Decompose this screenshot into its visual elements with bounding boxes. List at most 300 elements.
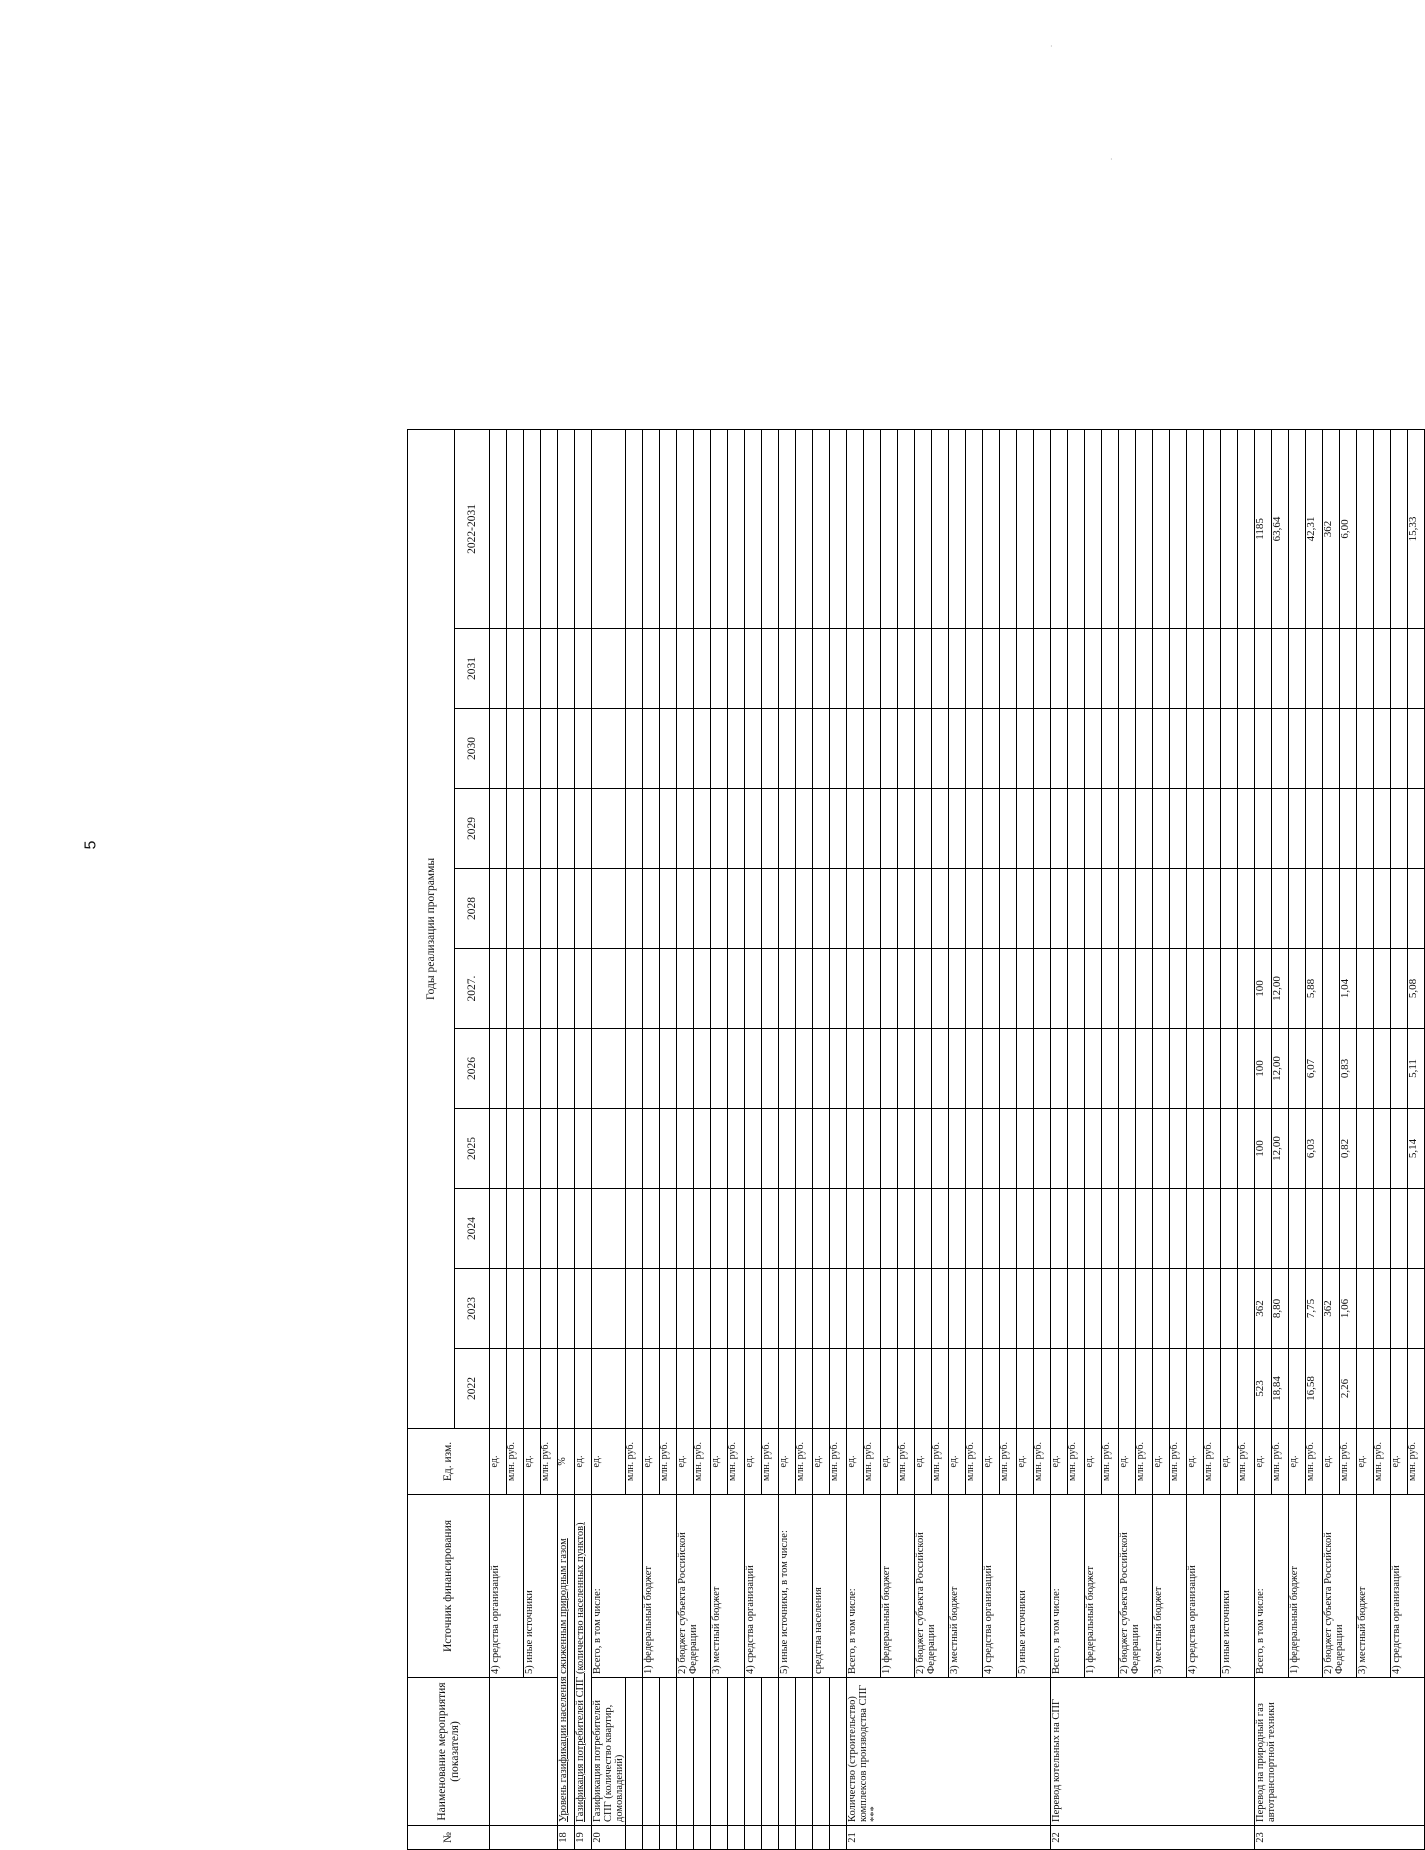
value-cell [711, 709, 728, 789]
value-cell [1017, 949, 1034, 1029]
unit-cell: млн. руб. [762, 1429, 779, 1495]
value-cell [1374, 869, 1391, 949]
value-cell [1340, 709, 1357, 789]
value-cell [1391, 1189, 1408, 1269]
value-cell [626, 1349, 643, 1429]
value-cell [1221, 629, 1238, 709]
value-cell [847, 1029, 864, 1109]
value-cell [728, 1189, 745, 1269]
unit-cell: ед. [847, 1429, 864, 1495]
table-row [1391, 429, 1408, 1849]
value-cell [507, 1189, 524, 1269]
value-cell [966, 1269, 983, 1349]
value-cell [779, 629, 796, 709]
unit-cell: млн. руб. [864, 1429, 881, 1495]
value-cell: 100 [1255, 949, 1272, 1029]
value-cell [1102, 949, 1119, 1029]
value-cell [1051, 629, 1068, 709]
value-cell [677, 629, 694, 709]
value-cell [779, 1189, 796, 1269]
value-cell [813, 429, 830, 628]
value-cell [558, 949, 575, 1029]
value-cell [1051, 1189, 1068, 1269]
value-cell [1034, 629, 1051, 709]
value-cell [813, 1109, 830, 1189]
value-cell [898, 949, 915, 1029]
table-row [592, 429, 626, 1849]
unit-cell: ед. [779, 1429, 796, 1495]
value-cell [813, 1269, 830, 1349]
value-cell [1357, 1189, 1374, 1269]
value-cell [507, 1029, 524, 1109]
row-name [660, 1678, 677, 1826]
value-cell [762, 1109, 779, 1189]
value-cell [1238, 1109, 1255, 1189]
value-cell [932, 1349, 949, 1429]
value-cell [728, 789, 745, 869]
value-cell [524, 629, 541, 709]
header-year: 2030 [455, 709, 490, 789]
value-cell [762, 709, 779, 789]
table-row [1051, 429, 1068, 1849]
table-row [1357, 429, 1374, 1849]
value-cell [575, 429, 592, 628]
unit-cell: млн. руб. [898, 1429, 915, 1495]
header-year: 2023 [455, 1269, 490, 1349]
value-cell [1153, 1109, 1170, 1189]
header-year: 2025 [455, 1109, 490, 1189]
value-cell [575, 1029, 592, 1109]
value-cell: 6,00 [1340, 429, 1357, 628]
value-cell [762, 429, 779, 628]
value-cell [966, 429, 983, 628]
value-cell [932, 1269, 949, 1349]
value-cell [1085, 789, 1102, 869]
value-cell [541, 1029, 558, 1109]
value-cell [1085, 429, 1102, 628]
value-cell [1391, 709, 1408, 789]
value-cell [813, 1029, 830, 1109]
value-cell [711, 629, 728, 709]
value-cell [1102, 1029, 1119, 1109]
value-cell [796, 789, 813, 869]
row-name [626, 1678, 643, 1826]
value-cell [1357, 709, 1374, 789]
value-cell [1357, 949, 1374, 1029]
unit-cell: млн. руб. [1408, 1429, 1425, 1495]
value-cell [949, 429, 966, 628]
value-cell: 63,64 [1272, 429, 1289, 628]
value-cell [1187, 709, 1204, 789]
value-cell [1017, 1029, 1034, 1109]
value-cell [1238, 1349, 1255, 1429]
value-cell [813, 789, 830, 869]
value-cell [677, 949, 694, 1029]
value-cell [1238, 709, 1255, 789]
value-cell [1102, 1349, 1119, 1429]
value-cell [779, 1109, 796, 1189]
value-cell [1374, 709, 1391, 789]
table-row [1119, 429, 1136, 1849]
value-cell [1034, 1109, 1051, 1189]
value-cell [1017, 1189, 1034, 1269]
table-row [643, 429, 660, 1849]
value-cell [728, 429, 745, 628]
funding-source: 3) местный бюджет [1153, 1495, 1187, 1678]
value-cell [524, 1029, 541, 1109]
value-cell [1357, 1109, 1374, 1189]
value-cell [1119, 1189, 1136, 1269]
value-cell: 12,00 [1272, 949, 1289, 1029]
value-cell [1051, 1349, 1068, 1429]
value-cell [1017, 1109, 1034, 1189]
unit-cell: млн. руб. [694, 1429, 711, 1495]
value-cell: 18,84 [1272, 1349, 1289, 1429]
value-cell [1068, 1349, 1085, 1429]
value-cell [745, 1029, 762, 1109]
value-cell [983, 709, 1000, 789]
value-cell [864, 1029, 881, 1109]
value-cell [1102, 1109, 1119, 1189]
value-cell [915, 1109, 932, 1189]
value-cell [1068, 1109, 1085, 1189]
value-cell [1323, 1029, 1340, 1109]
funding-source: 2) бюджет субъекта Российской Федерации [915, 1495, 949, 1678]
value-cell [1068, 789, 1085, 869]
value-cell [983, 429, 1000, 628]
value-cell [1204, 789, 1221, 869]
value-cell [745, 1269, 762, 1349]
value-cell [1051, 869, 1068, 949]
value-cell [677, 1109, 694, 1189]
value-cell [898, 1189, 915, 1269]
value-cell [1221, 429, 1238, 628]
value-cell [1153, 1269, 1170, 1349]
value-cell [1102, 869, 1119, 949]
value-cell [966, 869, 983, 949]
value-cell [626, 1269, 643, 1349]
value-cell [507, 949, 524, 1029]
header-unit: Ед. изм. [408, 1429, 490, 1495]
unit-cell: ед. [983, 1429, 1000, 1495]
value-cell [1289, 1269, 1306, 1349]
value-cell [1289, 1029, 1306, 1109]
value-cell [1000, 789, 1017, 869]
value-cell: 8,80 [1272, 1269, 1289, 1349]
value-cell [796, 629, 813, 709]
value-cell [1136, 429, 1153, 628]
value-cell [490, 1029, 507, 1109]
value-cell [711, 1349, 728, 1429]
value-cell [1221, 1029, 1238, 1109]
value-cell [1153, 429, 1170, 628]
funding-source: 3) местный бюджет [949, 1495, 983, 1678]
row-name [677, 1678, 694, 1826]
value-cell [1034, 1349, 1051, 1429]
row-number [728, 1826, 745, 1850]
value-cell [558, 629, 575, 709]
unit-cell: ед. [1085, 1429, 1102, 1495]
value-cell: 523 [1255, 1349, 1272, 1429]
value-cell [728, 869, 745, 949]
value-cell [677, 429, 694, 628]
value-cell [762, 1189, 779, 1269]
value-cell [1136, 709, 1153, 789]
value-cell [864, 1189, 881, 1269]
rotated-table-container [407, 430, 1420, 1850]
value-cell [1102, 1269, 1119, 1349]
value-cell [813, 629, 830, 709]
value-cell [1221, 869, 1238, 949]
unit-cell: ед. [1357, 1429, 1374, 1495]
value-cell [626, 1189, 643, 1269]
value-cell [1170, 709, 1187, 789]
row-name [711, 1678, 728, 1826]
value-cell [1289, 429, 1306, 628]
value-cell [1187, 789, 1204, 869]
value-cell [1221, 1269, 1238, 1349]
value-cell [558, 1349, 575, 1429]
value-cell [1391, 1349, 1408, 1429]
value-cell [558, 1189, 575, 1269]
value-cell [745, 869, 762, 949]
unit-cell: млн. руб. [830, 1429, 847, 1495]
unit-cell: ед. [745, 1429, 762, 1495]
value-cell [966, 709, 983, 789]
scan-speck: · [1110, 155, 1113, 164]
value-cell [932, 1029, 949, 1109]
value-cell [881, 1109, 898, 1189]
value-cell [796, 1189, 813, 1269]
unit-cell: ед. [1391, 1429, 1408, 1495]
value-cell [1289, 629, 1306, 709]
value-cell [847, 1349, 864, 1429]
value-cell: 1,04 [1340, 949, 1357, 1029]
value-cell [1017, 789, 1034, 869]
value-cell [1085, 1189, 1102, 1269]
value-cell [1340, 789, 1357, 869]
unit-cell: % [558, 1429, 575, 1495]
value-cell [541, 629, 558, 709]
value-cell [1391, 429, 1408, 628]
value-cell [1323, 869, 1340, 949]
value-cell [1357, 1029, 1374, 1109]
funding-source: 1) федеральный бюджет [881, 1495, 915, 1678]
value-cell [949, 1109, 966, 1189]
value-cell [932, 709, 949, 789]
value-cell [575, 1269, 592, 1349]
header-year: 2029 [455, 789, 490, 869]
value-cell [915, 709, 932, 789]
value-cell [796, 1029, 813, 1109]
value-cell [881, 1189, 898, 1269]
value-cell [881, 869, 898, 949]
header-year: 2022-2031 [455, 429, 490, 628]
value-cell [1085, 1109, 1102, 1189]
value-cell [830, 1269, 847, 1349]
value-cell [711, 1029, 728, 1109]
value-cell [524, 429, 541, 628]
value-cell [728, 1269, 745, 1349]
value-cell [1034, 1029, 1051, 1109]
value-cell [1204, 1189, 1221, 1269]
unit-cell: млн. руб. [626, 1429, 643, 1495]
value-cell [898, 1269, 915, 1349]
value-cell [1000, 429, 1017, 628]
value-cell [1102, 789, 1119, 869]
value-cell [575, 869, 592, 949]
value-cell [1391, 789, 1408, 869]
funding-source: средства населения [813, 1495, 847, 1678]
value-cell [1170, 869, 1187, 949]
value-cell [932, 429, 949, 628]
funding-source: Всего, в том числе: [592, 1495, 643, 1678]
value-cell [762, 1349, 779, 1429]
value-cell [575, 709, 592, 789]
value-cell [1119, 1109, 1136, 1189]
value-cell [983, 1349, 1000, 1429]
funding-source: Всего, в том числе: [1051, 1495, 1085, 1678]
value-cell [660, 709, 677, 789]
value-cell [779, 1269, 796, 1349]
value-cell [864, 1109, 881, 1189]
value-cell [796, 1109, 813, 1189]
unit-cell: млн. руб. [1136, 1429, 1153, 1495]
value-cell [626, 709, 643, 789]
value-cell [881, 429, 898, 628]
value-cell [1000, 629, 1017, 709]
value-cell [1187, 1349, 1204, 1429]
value-cell [575, 949, 592, 1029]
value-cell [864, 1349, 881, 1429]
value-cell [694, 869, 711, 949]
value-cell [983, 789, 1000, 869]
value-cell [796, 709, 813, 789]
value-cell [1391, 1269, 1408, 1349]
value-cell [694, 629, 711, 709]
value-cell [1187, 869, 1204, 949]
value-cell [830, 1109, 847, 1189]
value-cell [660, 629, 677, 709]
row-name [728, 1678, 745, 1826]
value-cell [1051, 1109, 1068, 1189]
value-cell [711, 1109, 728, 1189]
value-cell [575, 1109, 592, 1189]
value-cell [490, 869, 507, 949]
unit-cell: млн. руб. [1272, 1429, 1289, 1495]
value-cell [1119, 949, 1136, 1029]
value-cell [507, 869, 524, 949]
value-cell [1391, 1109, 1408, 1189]
value-cell [1136, 1189, 1153, 1269]
value-cell [881, 1349, 898, 1429]
value-cell [1255, 629, 1272, 709]
value-cell [1170, 1349, 1187, 1429]
value-cell [1391, 1029, 1408, 1109]
value-cell: 0,82 [1340, 1109, 1357, 1189]
value-cell [660, 1269, 677, 1349]
value-cell [830, 949, 847, 1029]
value-cell [507, 629, 524, 709]
value-cell [1374, 1349, 1391, 1429]
value-cell [524, 949, 541, 1029]
value-cell [847, 709, 864, 789]
value-cell [1323, 709, 1340, 789]
value-cell [966, 1189, 983, 1269]
value-cell [490, 1349, 507, 1429]
row-name [796, 1678, 813, 1826]
value-cell [626, 1029, 643, 1109]
value-cell [643, 789, 660, 869]
value-cell [490, 1109, 507, 1189]
funding-source: 4) средства организаций [745, 1495, 779, 1678]
value-cell [1204, 949, 1221, 1029]
row-name [830, 1678, 847, 1826]
value-cell [1255, 1189, 1272, 1269]
funding-source: 3) местный бюджет [711, 1495, 745, 1678]
value-cell [1051, 1029, 1068, 1109]
value-cell [983, 1029, 1000, 1109]
value-cell [1153, 1189, 1170, 1269]
unit-cell: млн. руб. [1306, 1429, 1323, 1495]
value-cell [1136, 1109, 1153, 1189]
value-cell [507, 429, 524, 628]
value-cell [949, 789, 966, 869]
table-row [813, 429, 830, 1849]
value-cell [592, 869, 626, 949]
value-cell [1085, 1029, 1102, 1109]
header-year: 2027. [455, 949, 490, 1029]
unit-cell: ед. [490, 1429, 507, 1495]
value-cell [541, 949, 558, 1029]
value-cell [762, 869, 779, 949]
value-cell [932, 629, 949, 709]
table-row [983, 429, 1000, 1849]
unit-cell: млн. руб. [1068, 1429, 1085, 1495]
value-cell [1170, 1189, 1187, 1269]
value-cell [847, 1109, 864, 1189]
value-cell [1102, 709, 1119, 789]
table-row [677, 429, 694, 1849]
value-cell [983, 949, 1000, 1029]
value-cell [949, 1269, 966, 1349]
value-cell [1391, 949, 1408, 1029]
unit-cell: ед. [813, 1429, 830, 1495]
value-cell [1187, 949, 1204, 1029]
value-cell [1272, 1189, 1289, 1269]
value-cell [1408, 1269, 1425, 1349]
value-cell [711, 949, 728, 1029]
value-cell [507, 1349, 524, 1429]
value-cell [949, 1029, 966, 1109]
table-row [881, 429, 898, 1849]
unit-cell: млн. руб. [1000, 1429, 1017, 1495]
value-cell [728, 1109, 745, 1189]
value-cell: 1,06 [1340, 1269, 1357, 1349]
unit-cell: ед. [1119, 1429, 1136, 1495]
value-cell [796, 429, 813, 628]
value-cell [1119, 1029, 1136, 1109]
value-cell [1000, 949, 1017, 1029]
value-cell [847, 789, 864, 869]
value-cell [1272, 789, 1289, 869]
value-cell [1408, 869, 1425, 949]
value-cell [1153, 629, 1170, 709]
value-cell [677, 789, 694, 869]
value-cell [898, 629, 915, 709]
value-cell [1000, 1269, 1017, 1349]
value-cell: 5,11 [1408, 1029, 1425, 1109]
